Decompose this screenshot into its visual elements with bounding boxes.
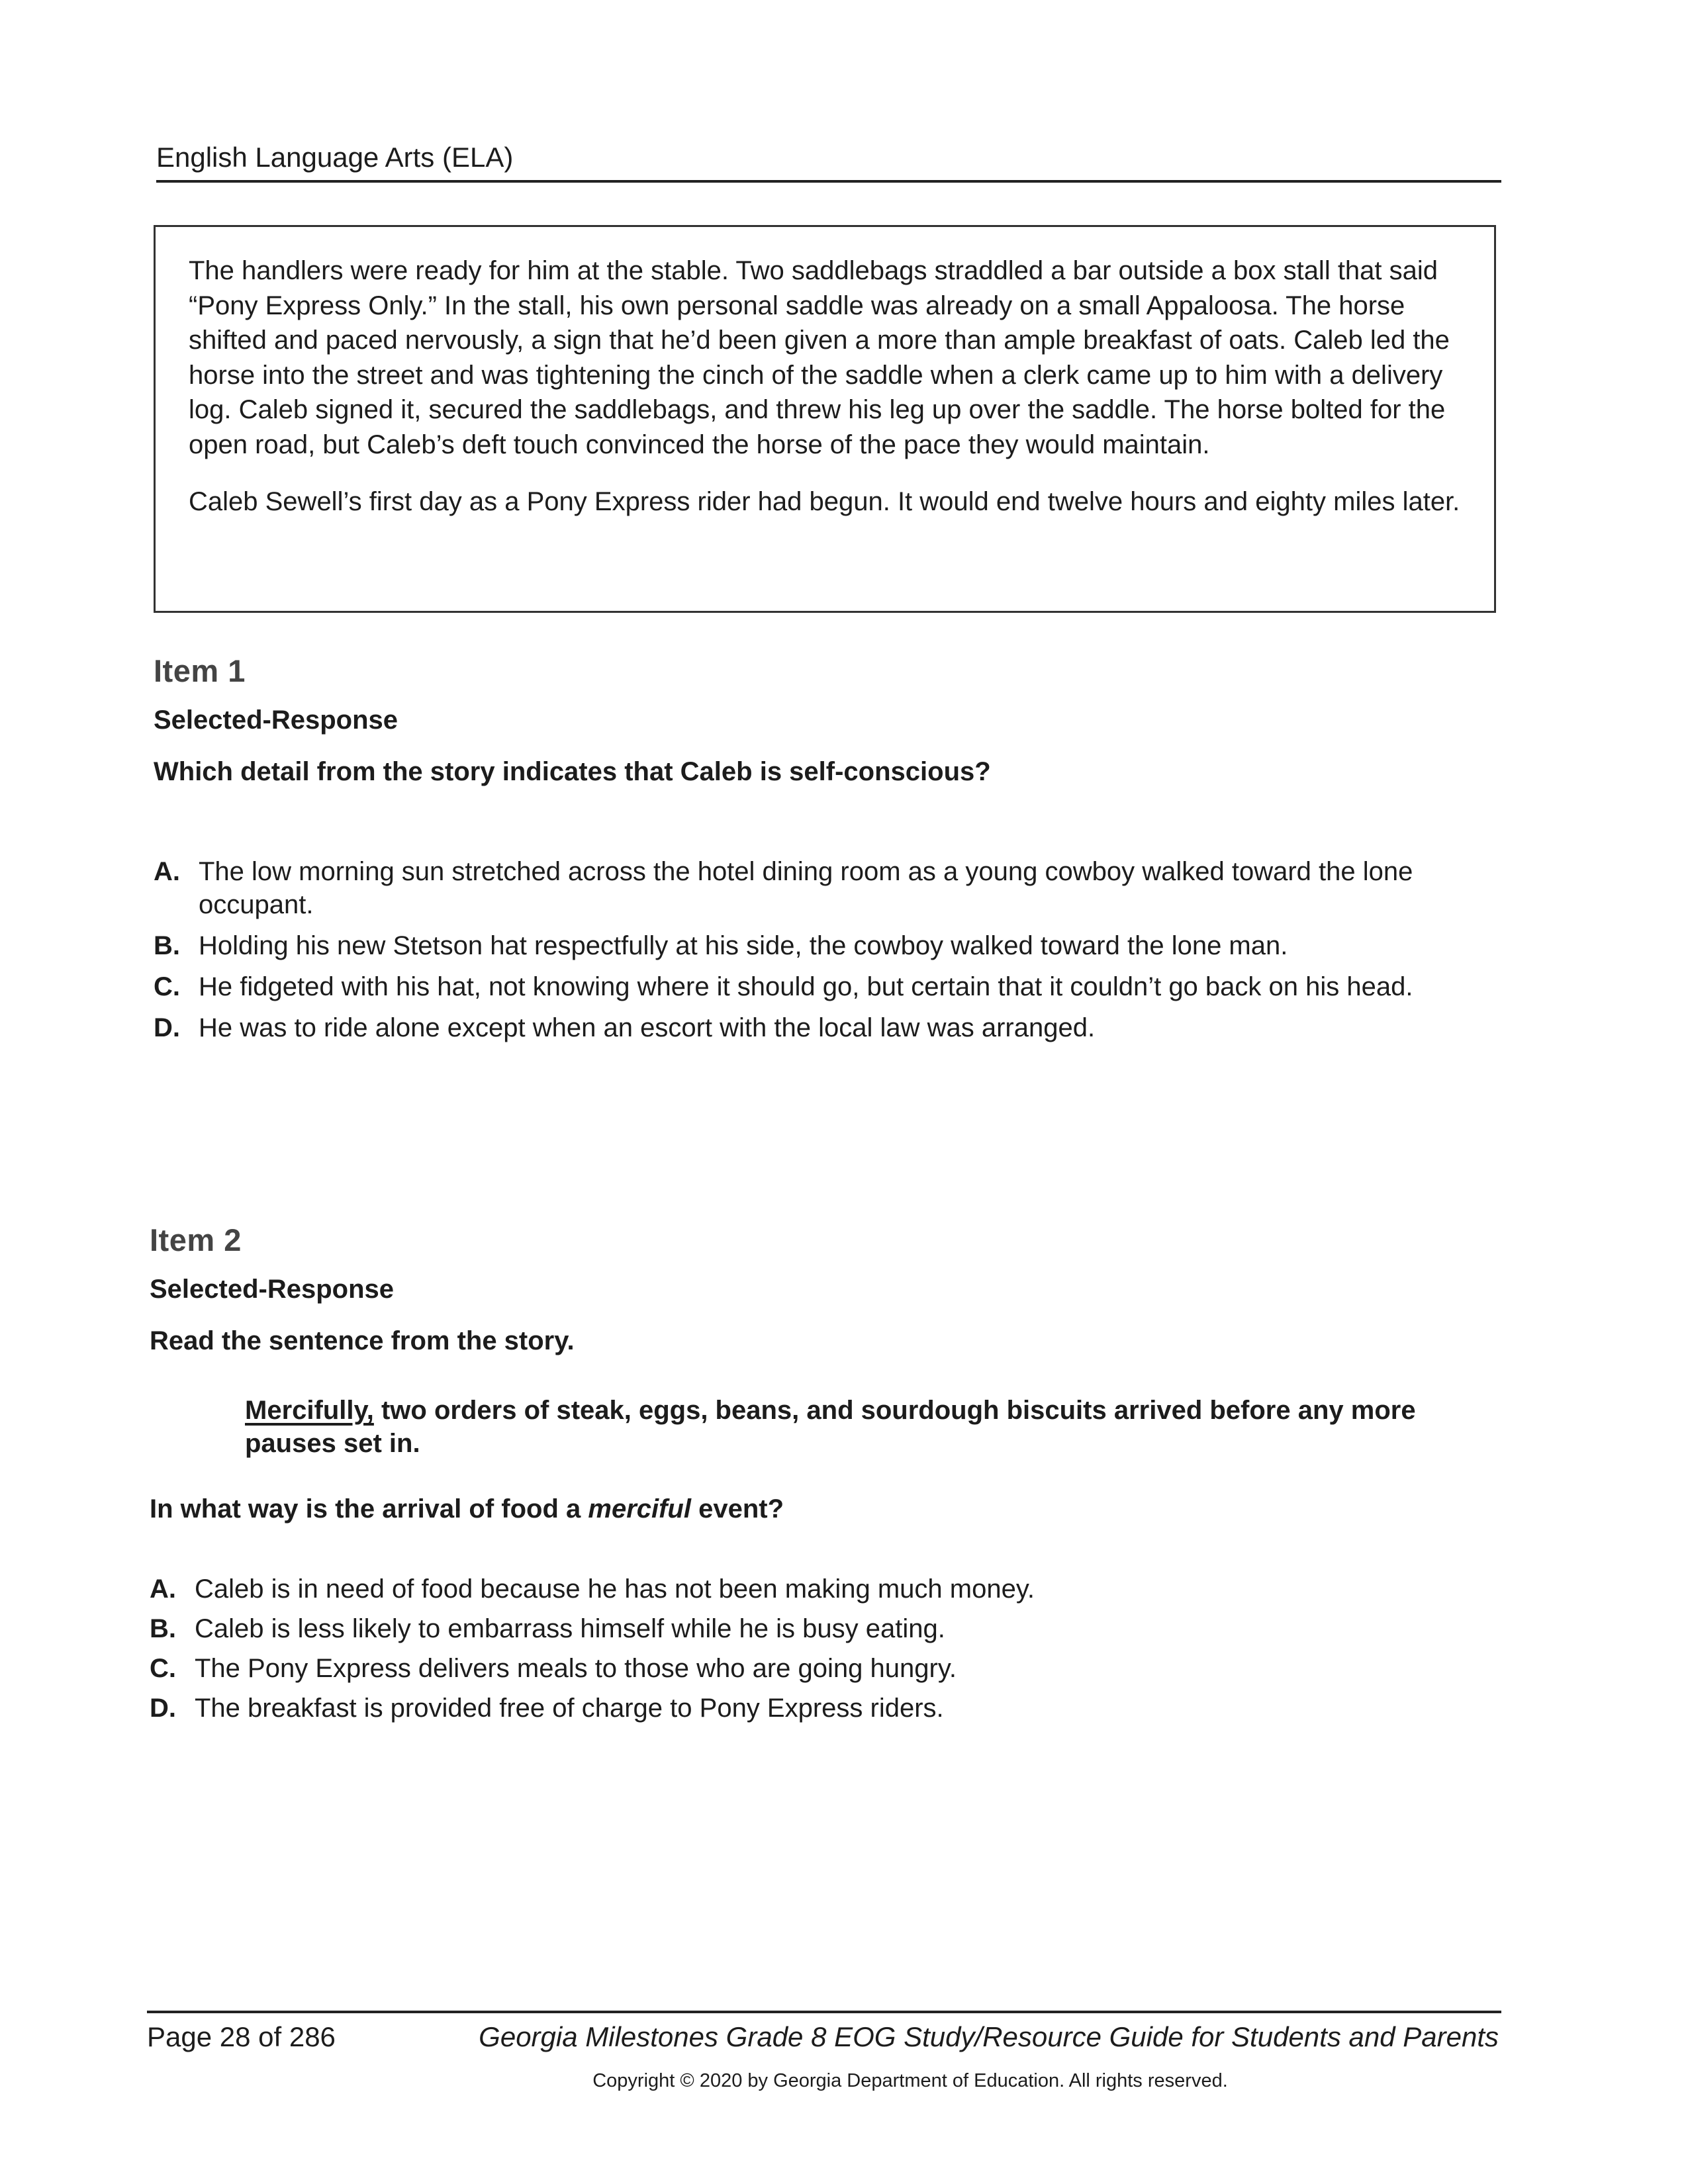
header-divider [156, 180, 1501, 183]
passage-paragraph: Caleb Sewell’s first day as a Pony Express rider had begun. It would end twelve hours and eighty miles later. [189, 487, 1460, 516]
passage-excerpt-box [154, 225, 1496, 613]
passage-text [189, 253, 1466, 520]
item-2-question [150, 1494, 784, 1524]
answer-option[interactable] [150, 1652, 1493, 1685]
question-text: In what way is the arrival of food a [150, 1494, 588, 1524]
item-2-type: Selected-Response [150, 1275, 395, 1304]
answer-option[interactable] [150, 1572, 1493, 1606]
question-emphasis: merciful [588, 1494, 691, 1524]
option-text: The low morning sun stretched across the hotel dining room as a young cowboy walked toward the lone occupant. [199, 857, 1413, 919]
page-number: Page 28 of 286 [147, 2021, 336, 2052]
answer-option[interactable] [150, 1612, 1493, 1645]
answer-option[interactable] [154, 855, 1497, 921]
quoted-sentence-rest: two orders of steak, eggs, beans, and sourdough biscuits arrived before any more pauses set in. [245, 1396, 1416, 1458]
option-text: He was to ride alone except when an escort with the local law was arranged. [199, 1013, 1096, 1042]
item-2-title: Item 2 [150, 1222, 242, 1257]
option-letter: D. [150, 1694, 176, 1723]
option-letter: A. [150, 1574, 176, 1604]
section-header: English Language Arts (ELA) [156, 142, 514, 173]
question-text: event? [690, 1494, 784, 1524]
option-letter: B. [150, 1614, 176, 1643]
answer-option[interactable] [154, 970, 1497, 1003]
option-letter: C. [154, 972, 180, 1001]
option-text: Caleb is in need of food because he has not been making much money. [195, 1574, 1035, 1604]
copyright-notice: Copyright © 2020 by Georgia Department of Education. All rights reserved. [592, 2070, 1228, 2091]
passage-paragraph: The handlers were ready for him at the stable. Two saddlebags straddled a bar outside a box stall that said “Pony Express Only.” In the stall, his own personal saddle was already on a small Appaloosa. The horse shifted and paced nervously, a sign that he’d been given a more than ample breakfast of oats. Caleb led the horse into the street and was tightening the cinch of the saddle when a clerk came up to him with a delivery log. Caleb signed it, secured the saddlebags, and threw his leg up over the saddle. The horse bolted for the open road, but Caleb’s deft touch convinced the horse of the pace they would maintain. [189, 256, 1450, 459]
option-letter: D. [154, 1013, 180, 1042]
underlined-word: Mercifully, [245, 1396, 374, 1425]
option-text: Caleb is less likely to embarrass himself while he is busy eating. [195, 1614, 945, 1643]
item-1-title: Item 1 [154, 653, 246, 688]
item-2-instruction: Read the sentence from the story. [150, 1326, 575, 1355]
option-letter: C. [150, 1654, 176, 1683]
option-text: Holding his new Stetson hat respectfully at his side, the cowboy walked toward the lone man. [199, 931, 1288, 960]
option-text: The breakfast is provided free of charge to Pony Express riders. [195, 1694, 944, 1723]
option-letter: B. [154, 931, 180, 960]
option-text: He fidgeted with his hat, not knowing where it should go, but certain that it couldn’t go back on his head. [199, 972, 1413, 1001]
item-1-question: Which detail from the story indicates that Caleb is self-conscious? [154, 757, 991, 786]
footer-divider [147, 2011, 1501, 2013]
item-1-options [154, 855, 1497, 1052]
option-letter: A. [154, 857, 180, 886]
item-2-options [150, 1572, 1493, 1731]
item-1-type: Selected-Response [154, 705, 399, 735]
answer-option[interactable] [154, 929, 1497, 962]
quoted-sentence [245, 1394, 1476, 1460]
answer-option[interactable] [150, 1692, 1493, 1725]
guide-title: Georgia Milestones Grade 8 EOG Study/Resource Guide for Students and Parents [479, 2021, 1499, 2052]
answer-option[interactable] [154, 1011, 1497, 1044]
option-text: The Pony Express delivers meals to those who are going hungry. [195, 1654, 957, 1683]
